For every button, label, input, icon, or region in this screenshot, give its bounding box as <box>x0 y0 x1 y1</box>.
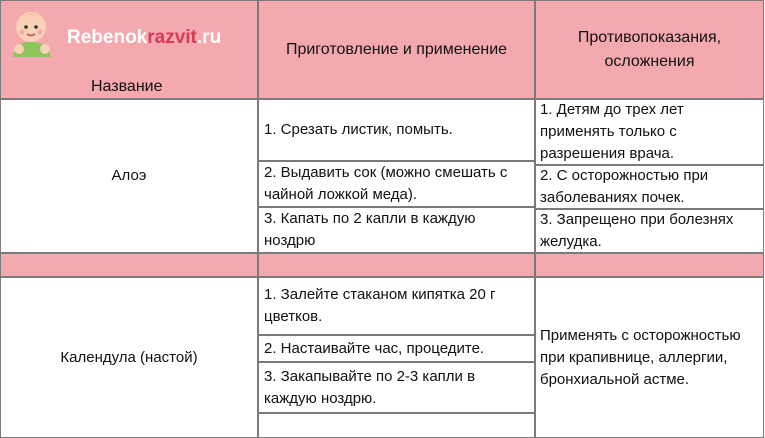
aloe-step-1-text: 1. Срезать листик, помыть. <box>264 121 453 138</box>
logo-part-3: .ru <box>196 27 222 48</box>
calendula-step-1-text: 1. Залейте стаканом кипятка 20 г цветков. <box>264 286 496 325</box>
column-header-name: Название <box>91 78 163 95</box>
aloe-step-2 <box>258 161 535 207</box>
logo-part-2: razvit <box>147 27 197 48</box>
separator-cell-3 <box>535 253 764 277</box>
aloe-step-3-text: 3. Капать по 2 капли в каждую ноздрю <box>264 210 476 249</box>
calendula-contra-text: Применять с осторожностью при крапивнице, аллергии, бронхиальной астме. <box>540 326 741 388</box>
calendula-step-3-text: 3. Закапывайте по 2-3 капли в каждую ноздрю. <box>264 367 476 407</box>
aloe-step-3 <box>258 207 535 253</box>
aloe-name: Алоэ <box>111 167 147 184</box>
calendula-step-1 <box>258 277 535 335</box>
aloe-contra-2 <box>535 165 764 209</box>
calendula-name: Календула (настой) <box>60 348 198 366</box>
header-name-cell <box>0 0 258 99</box>
aloe-name-cell <box>0 99 258 253</box>
column-header-contra <box>535 0 764 99</box>
aloe-step-1 <box>258 99 535 161</box>
calendula-contra <box>535 277 764 438</box>
column-header-contra-text: Противопоказания, осложнения <box>577 28 722 70</box>
separator-cell-1 <box>0 253 258 277</box>
aloe-contra-1-text: 1. Детям до трех лет применять только с разрешения врача. <box>540 101 684 162</box>
aloe-contra-3 <box>535 209 764 253</box>
calendula-step-2 <box>258 335 535 362</box>
baby-icon <box>5 5 65 59</box>
calendula-step-2-text: 2. Настаивайте час, процедите. <box>264 339 485 357</box>
aloe-step-2-text: 2. Выдавить сок (можно смешать с чайной ложкой меда). <box>264 164 508 203</box>
calendula-name-cell <box>0 277 258 438</box>
aloe-contra-1 <box>535 99 764 165</box>
column-header-preparation-text: Приготовление и применение <box>285 40 508 58</box>
column-header-preparation <box>258 0 535 99</box>
calendula-step-3 <box>258 362 535 413</box>
aloe-contra-2-text: 2. С осторожностью при заболеваниях почек. <box>540 167 709 206</box>
site-logo-text[interactable] <box>67 27 221 49</box>
calendula-step-empty <box>258 413 535 438</box>
aloe-contra-3-text: 3. Запрещено при болезнях желудка. <box>540 211 734 250</box>
logo-part-1: Rebenok <box>67 27 148 48</box>
separator-cell-2 <box>258 253 535 277</box>
